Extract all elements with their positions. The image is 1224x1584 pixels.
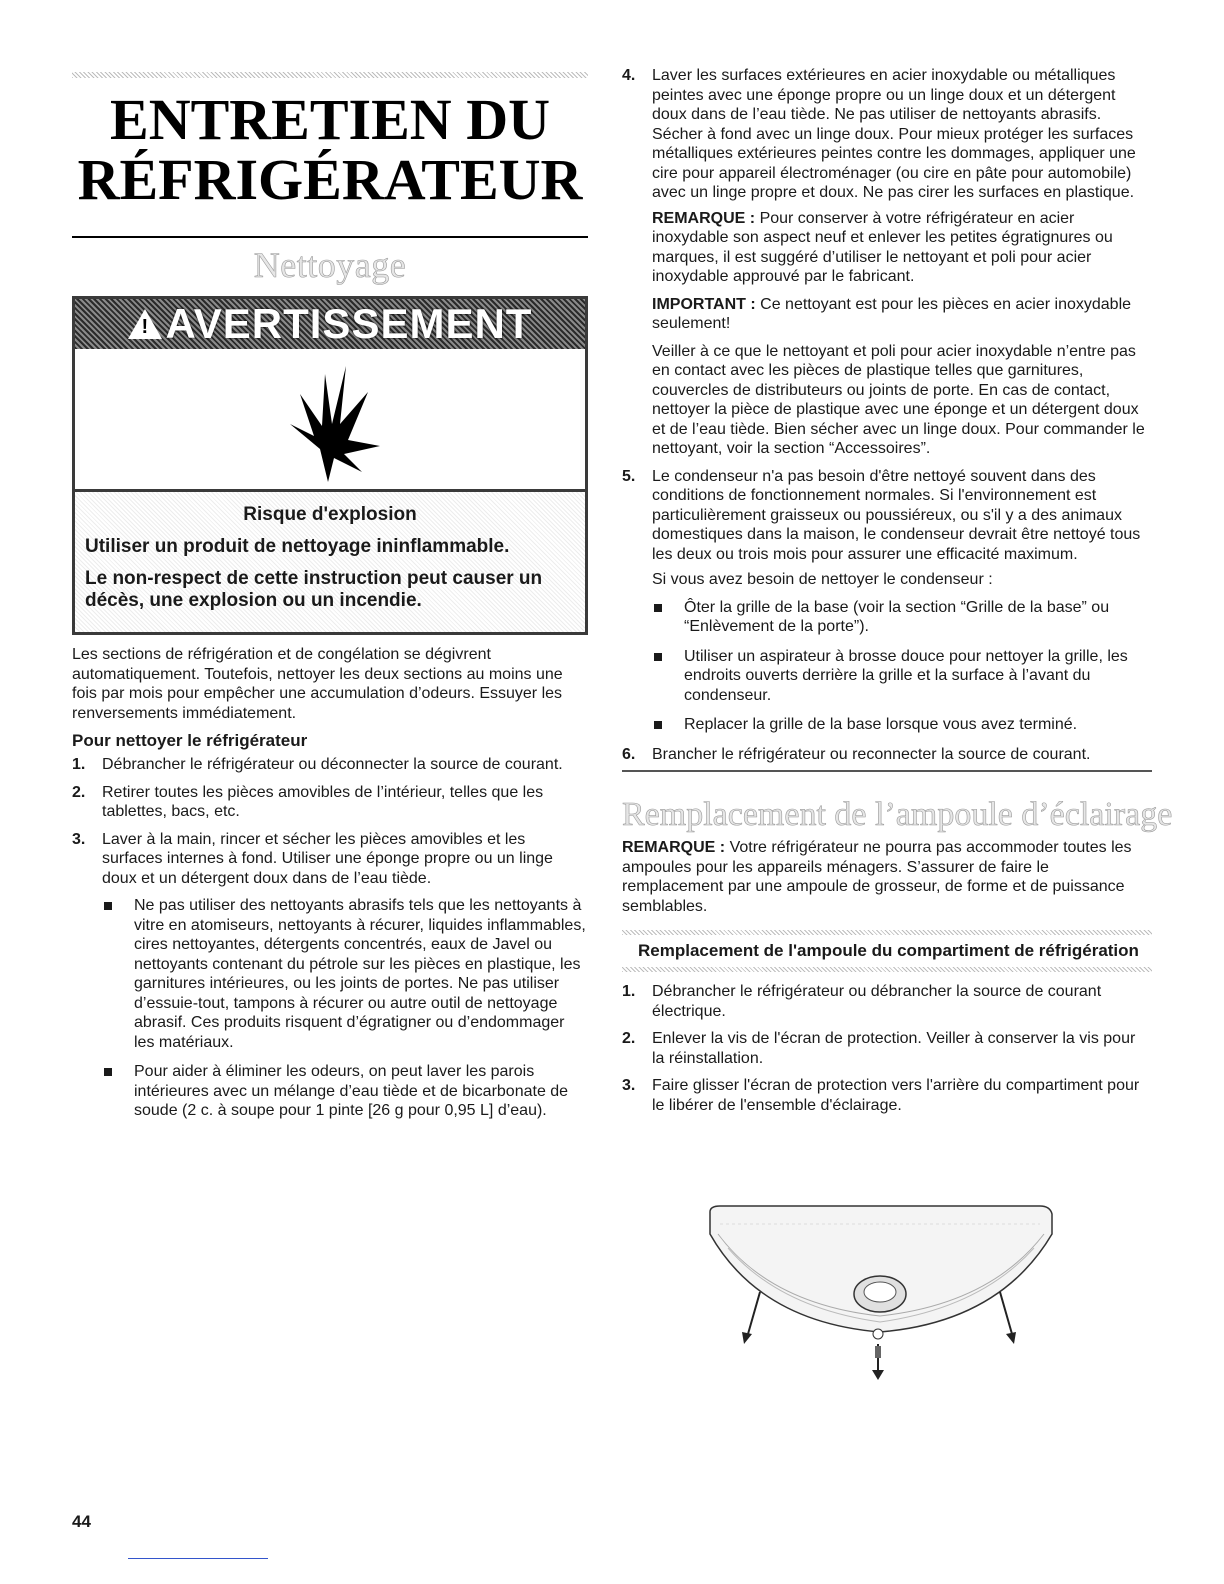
page-title-line2: RÉFRIGÉRATEUR — [77, 147, 583, 212]
list-item: 3. Faire glisser l'écran de protection vers l'arrière du compartiment pour le libérer de l'ensemble d'éclairage. — [622, 1077, 1140, 1114]
left-column — [72, 72, 588, 1131]
right-column — [622, 66, 1173, 1123]
cleaning-steps-continued — [622, 66, 1152, 764]
warning-header — [75, 299, 585, 349]
light-shield-illustration — [700, 1204, 1060, 1384]
condenser-intro: Si vous avez besoin de nettoyer le condenseur : — [652, 571, 993, 588]
list-item: 1. Débrancher le réfrigérateur ou déconnecter la source de courant. — [72, 756, 563, 773]
bullet-item: Replacer la grille de la base lorsque vous avez terminé. — [652, 715, 1152, 735]
cleaning-steps — [72, 755, 588, 1121]
section-title-bulb: Remplacement de l’ampoule d’éclairage — [622, 796, 1173, 833]
warning-line-2: Le non-respect de cette instruction peut causer un décès, une explosion ou un incendie. — [85, 568, 543, 611]
bulb-remarque: REMARQUE : Votre réfrigérateur ne pourra pas accommoder toutes les ampoules pour les appareils ménagers. S’assurer de faire le remplacement par une ampoule de grosseur, de forme et de puissance semblables. — [622, 839, 1132, 915]
remarque-steel: REMARQUE : Pour conserver à votre réfrigérateur en acier inoxydable son aspect neuf et enlever les petites égratignures ou marques, il est suggéré d’utiliser le nettoyant et poli pour acier inoxydable approuvé par le fabricant. — [652, 209, 1113, 285]
bulb-subsection-title: Remplacement de l'ampoule du compartiment de réfrigération — [638, 941, 1139, 960]
list-item: 5. Le condenseur n'a pas besoin d'être nettoyé souvent dans des conditions de fonctionnement normales. Si l'environnement est particulièrement graisseux ou poussiéreux, ou s'il y a des animaux domestiques dans la maison, le condenseur devrait être nettoyé tous les deux ou trois mois pour assurer une efficacité maximum. Si vous avez besoin de nettoyer le condenseur : Ôter la grille de la base (voir la section “Grille de la base” ou “Enlèvement de la porte”). Utiliser un aspirateur à brosse douce pour nettoyer la grille, les endroits ouverts derrière la grille et la surface à l’avant du condenseur. Replacer la grille de la base lorsque vous avez terminé. — [622, 467, 1152, 735]
subsection-bottom-rule — [622, 967, 1152, 972]
important-note: IMPORTANT : Ce nettoyant est pour les pièces en acier inoxydable seulement! — [652, 295, 1132, 332]
bulb-subsection — [622, 930, 1152, 972]
cleaning-intro: Les sections de réfrigération et de congélation se dégivrent automatiquement. Toutefois, nettoyer les deux sections au moins une fois par mois pour empêcher une accumulation d’odeurs. Essuyer les renversements immédiatement. — [72, 646, 563, 722]
cleaning-subhead: Pour nettoyer le réfrigérateur — [72, 731, 308, 750]
subsection-top-rule — [622, 930, 1152, 935]
list-item: 1. Débrancher le réfrigérateur ou débrancher la source de courant électrique. — [622, 983, 1102, 1020]
warning-header-label: AVERTISSEMENT — [165, 300, 533, 347]
steel-cleaner-note: Veiller à ce que le nettoyant et poli pour acier inoxydable n’entre pas en contact avec les pièces de plastique telles que garnitures, couvercles de distributeurs ou joints de porte. En cas de contact, nettoyer la pièce de plastique avec une éponge et un détergent doux et de l’eau tiède. Bien sécher avec un linge doux. Pour commander le nettoyant, voir la section “Accessoires”. — [652, 342, 1145, 457]
warning-risk: Risque d'explosion — [243, 504, 417, 525]
list-item: 3. Laver à la main, rincer et sécher les pièces amovibles et les surfaces internes à fond. Utiliser une éponge propre ou un linge doux et un détergent doux dans de l’eau tiède. Ne pas utiliser des nettoyants abrasifs tels que les nettoyants à vitre en atomiseurs, nettoyants à récurer, liquides inflammables, cires nettoyantes, détergents concentrés, eaux de Javel ou nettoyants contenant du pétrole sur les pièces en plastique, les garnitures intérieures, ou les joints de portes. Ne pas utiliser d’essuie-tout, tampons à récurer ou autre outil de nettoyage abrasif. Ces produits risquent d’égratigner ou d’endommager les matériaux. Pour aider à éliminer les odeurs, on peut laver les parois intérieures avec un mélange d’eau tiède et de bicarbonate de soude (2 c. à soupe pour 1 pinte [26 g pour 0,95 L] d’eau). — [72, 830, 588, 1121]
explosion-icon — [75, 349, 585, 492]
page-title — [72, 87, 588, 212]
list-item: 2. Enlever la vis de l'écran de protection. Veiller à conserver la vis pour la réinstallation. — [622, 1030, 1136, 1067]
warning-line-1: Utiliser un produit de nettoyage ininflammable. — [85, 536, 510, 557]
list-item: 6. Brancher le réfrigérateur ou reconnecter la source de courant. — [622, 745, 1091, 763]
bulb-steps — [622, 982, 1152, 1115]
top-hatched-rule — [72, 72, 588, 78]
warning-box — [72, 296, 588, 635]
page-title-line1: ENTRETIEN DU — [110, 87, 550, 152]
list-item: 2. Retirer toutes les pièces amovibles de l’intérieur, telles que les tablettes, bacs, etc. — [72, 783, 544, 820]
bullet-item: Pour aider à éliminer les odeurs, on peut laver les parois intérieures avec un mélange d’eau tiède et de bicarbonate de soude (2 c. à soupe pour 1 pinte [26 g pour 0,95 L] d’eau). — [102, 1062, 588, 1121]
section-title-cleaning: Nettoyage — [253, 245, 407, 285]
footer-link-line — [128, 1558, 268, 1559]
bullet-item: Ôter la grille de la base (voir la section “Grille de la base” ou “Enlèvement de la porte”). — [652, 598, 1152, 637]
list-item: 4. Laver les surfaces extérieures en acier inoxydable ou métalliques peintes avec une éponge propre ou un linge doux et un détergent doux dans de l’eau tiède. Ne pas utiliser de nettoyants abrasifs. Sécher à fond avec un linge doux. Pour mieux protéger les surfaces métalliques extérieures peintes contre les dommages, appliquer une cire pour appareil électroménager (ou cire en pâte pour automobile) avec un linge propre et doux. Ne pas cirer les surfaces en plastique. REMARQUE : Pour conserver à votre réfrigérateur en acier inoxydable son aspect neuf et enlever les petites égratignures ou marques, il est suggéré d’utiliser le nettoyant et poli pour acier inoxydable approuvé par le fabricant. IMPORTANT : Ce nettoyant est pour les pièces en acier inoxydable seulement! Veiller à ce que le nettoyant et poli pour acier inoxydable n’entre pas en contact avec les pièces de plastique telles que garnitures, couvercles de distributeurs ou joints de porte. En cas de contact, nettoyer la pièce de plastique avec une éponge et un détergent doux et de l’eau tiède. Bien sécher avec un linge doux. Pour commander le nettoyant, voir la section “Accessoires”. — [622, 66, 1152, 459]
step3-bullets — [102, 896, 588, 1121]
bullet-item: Utiliser un aspirateur à brosse douce pour nettoyer la grille, les endroits ouverts derrière la grille et la surface à l’avant du condenseur. — [652, 647, 1152, 706]
page-number: 44 — [72, 1512, 91, 1531]
section-divider — [622, 770, 1152, 772]
warning-text — [75, 492, 585, 632]
warning-triangle-icon: ! — [128, 309, 162, 339]
title-divider — [72, 236, 588, 238]
condenser-bullets — [652, 598, 1152, 735]
bullet-item: Ne pas utiliser des nettoyants abrasifs tels que les nettoyants à vitre en atomiseurs, nettoyants à récurer, liquides inflammables, cires nettoyantes, détergents concentrés, eaux de Javel ou nettoyants contenant du pétrole sur les pièces en plastique, les garnitures intérieures, ou les joints de portes. Ne pas utiliser d’essuie-tout, tampons à récurer ou autre outil de nettoyage abrasif. Ces produits risquent d’égratigner ou d’endommager les matériaux. — [102, 896, 588, 1052]
